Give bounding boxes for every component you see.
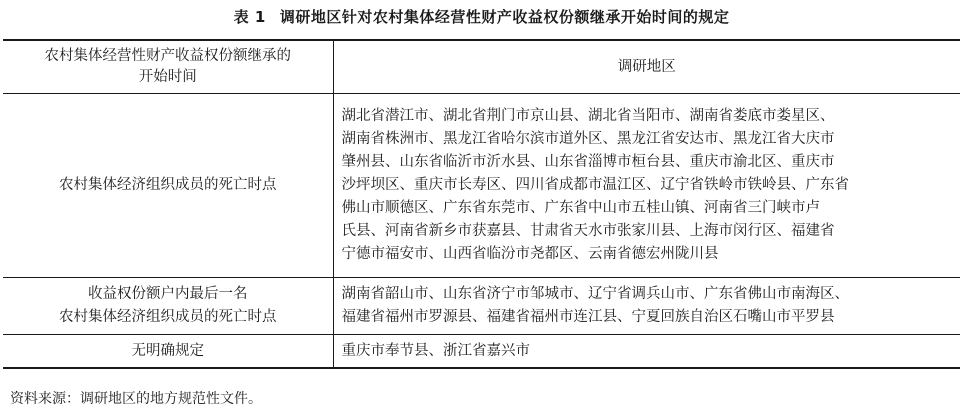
region-line: 沙坪坝区、重庆市长寿区、四川省成都市温江区、辽宁省铁岭市铁岭县、广东省 — [341, 177, 849, 193]
row-label-line: 农村集体经济组织成员的死亡时点 — [59, 309, 277, 325]
table-row — [3, 94, 960, 278]
table-number: 表 1 — [233, 8, 266, 26]
row-regions-cell — [333, 94, 960, 278]
region-line: 宁德市福安市、山西省临汾市尧都区、云南省德宏州陇川县 — [341, 246, 719, 262]
row-regions-cell — [333, 335, 960, 369]
table-title: 调研地区针对农村集体经营性财产收益权份额继承开始时间的规定 — [279, 8, 730, 26]
row-label-cell — [3, 94, 333, 278]
table-caption — [0, 6, 963, 28]
region-line: 佛山市顺德区、广东省东莞市、广东省中山市五桂山镇、河南省三门峡市卢 — [341, 200, 820, 216]
row-label-line: 农村集体经济组织成员的死亡时点 — [59, 177, 277, 193]
header-region — [333, 40, 960, 94]
region-line: 湖南省韶山市、山东省济宁市邹城市、辽宁省调兵山市、广东省佛山市南海区、 — [341, 286, 849, 302]
header-region-label: 调研地区 — [617, 58, 676, 75]
region-line: 湖北省潜江市、湖北省荆门市京山县、湖北省当阳市、湖南省娄底市娄星区、 — [341, 108, 835, 124]
region-line: 肇州县、山东省临沂市沂水县、山东省淄博市桓台县、重庆市渝北区、重庆市 — [341, 154, 835, 170]
header-start-time — [3, 40, 333, 94]
table-row — [3, 335, 960, 369]
row-label-line: 收益权份额户内最后一名 — [88, 286, 248, 302]
region-line: 福建省福州市罗源县、福建省福州市连江县、宁夏回族自治区石嘴山市平罗县 — [341, 309, 835, 325]
region-line: 重庆市奉节县、浙江省嘉兴市 — [341, 342, 530, 359]
row-label-line: 无明确规定 — [131, 342, 204, 359]
header-start-time-line: 开始时间 — [138, 69, 197, 85]
region-line: 湖南省株洲市、黑龙江省哈尔滨市道外区、黑龙江省安达市、黑龙江省大庆市 — [341, 131, 835, 147]
header-start-time-line: 农村集体经营性财产收益权份额继承的 — [44, 48, 291, 64]
region-line: 氏县、河南省新乡市获嘉县、甘肃省天水市张家川县、上海市闵行区、福建省 — [341, 223, 835, 239]
row-label-cell — [3, 278, 333, 335]
row-label-cell — [3, 335, 333, 369]
table-header-row — [3, 40, 960, 94]
row-regions-cell — [333, 278, 960, 335]
regulation-table — [3, 39, 960, 369]
source-note: 资料来源：调研地区的地方规范性文件。 — [10, 391, 262, 407]
table-row — [3, 278, 960, 335]
